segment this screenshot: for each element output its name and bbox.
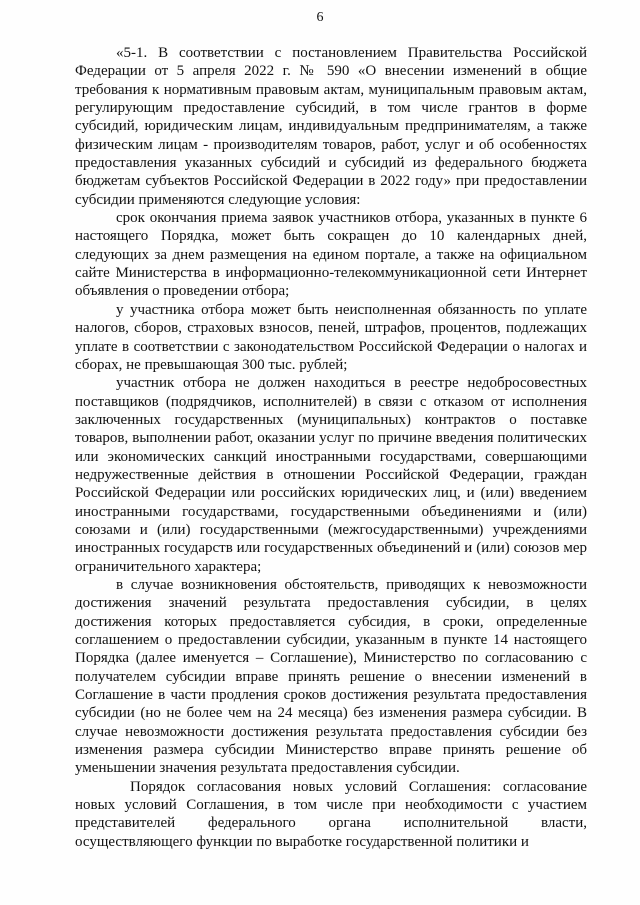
paragraph-agreement-procedure: Порядок согласования новых условий Соглашения: согласование новых условий Соглашения, в том числе при необходимости с участием представителей федерального органа исполнительной власти, осуществляющего функции по выработке государственной политики и (75, 778, 587, 850)
paragraph-tax-condition: у участника отбора может быть неисполненная обязанность по уплате налогов, сборов, страховых взносов, пеней, штрафов, процентов, подлежащих уплате в соответствии с законодательством Российской Федерации о налогах и сборах, не превышающая 300 тыс. рублей; (75, 301, 587, 373)
paragraph-registry-condition: участник отбора не должен находиться в реестре недобросовестных поставщиков (подрядчиков, исполнителей) в связи с отказом от исполнения заключенных государственных (муниципальных) контрактов о поставке товаров, выполнении работ, оказании услуг по причине введения политических или экономических санкций иностранными государствами, совершающими недружественные действия в отношении Российской Федерации, граждан Российской Федерации или российских юридических лиц, и (или) введением иностранными государствами, государственными объединениями и (или) союзами и (или) государственными (межгосударственными) учреждениями иностранных государств или государственных объединений и (или) союзов мер ограничительного характера; (75, 375, 587, 575)
paragraph-circumstances-condition: в случае возникновения обстоятельств, приводящих к невозможности достижения значений результата предоставления субсидии, в целях достижения которых предоставляется субсидия, в сроки, определенные соглашением о предоставлении субсидии, указанным в пункте 14 настоящего Порядка (далее именуется – Соглашение), Министерство по согласованию с получателем субсидии вправе принять решение о внесении изменений в Соглашение в части продления сроков достижения результата предоставления субсидии (но не более чем на 24 месяца) без изменения размера субсидии. В случае невозможности достижения результата предоставления субсидии без изменения размера субсидии Министерство вправе принять решение об уменьшении значения результата предоставления субсидии. (75, 576, 587, 777)
page-number: 6 (316, 10, 324, 25)
paragraph-deadline-condition: срок окончания приема заявок участников отбора, указанных в пункте 6 настоящего Порядка, может быть сокращен до 10 календарных дней, следующих за днем размещения на едином портале, а также на официальном сайте Министерства в информационно-телекоммуникационной сети Интернет объявления о проведении отбора; (75, 210, 587, 300)
document-body (75, 44, 587, 851)
paragraph-intro: «5-1. В соответствии с постановлением Правительства Российской Федерации от 5 апреля 2022 г. № 590 «О внесении изменений в общие требования к нормативным правовым актам, муниципальным правовым актам, регулирующим предоставление субсидий, в том числе грантов в форме субсидий, юридическим лицам, индивидуальным предпринимателям, а также физическим лицам - производителям товаров, работ, услуг и об особенностях предоставления указанных субсидий и субсидий из федерального бюджета бюджетам субъектов Российской Федерации в 2022 году» при предоставлении субсидии применяются следующие условия: (75, 45, 587, 208)
